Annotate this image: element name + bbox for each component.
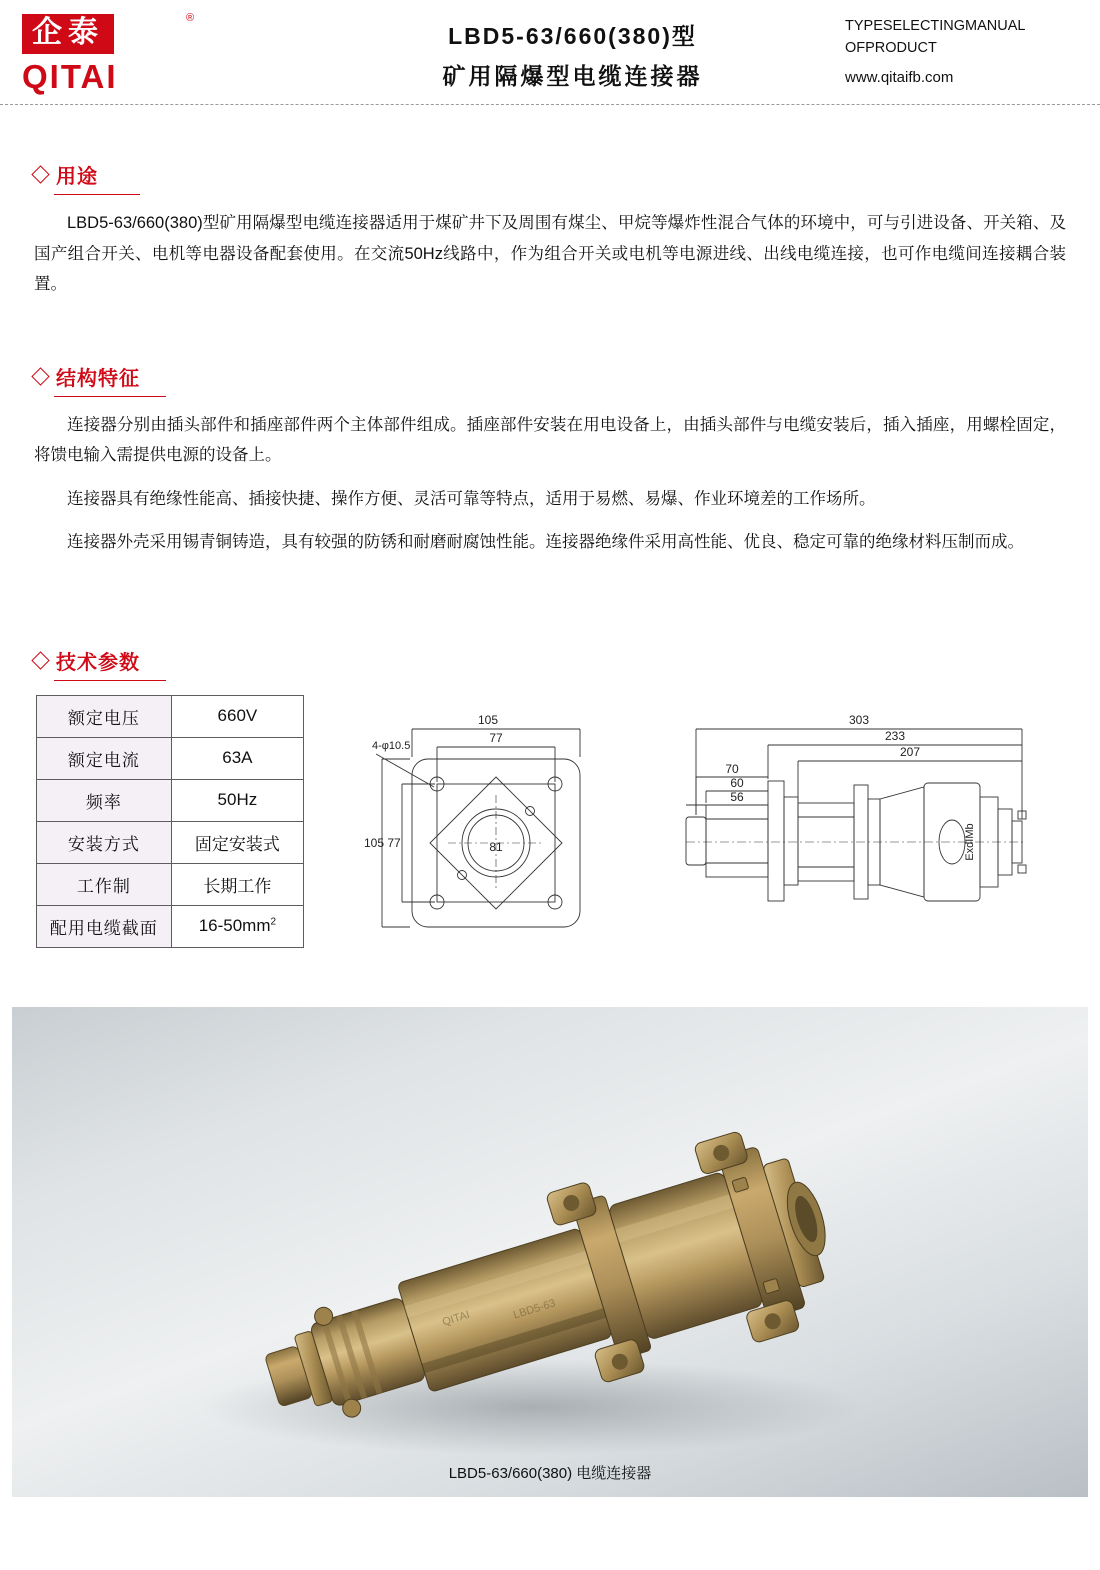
page-title-name: 矿用隔爆型电缆连接器 bbox=[442, 63, 703, 89]
dim-56: 56 bbox=[730, 789, 744, 804]
section-structure-paragraph-3: 连接器外壳采用锡青铜铸造，具有较强的防锈和耐磨耐腐蚀性能。连接器绝缘件采用高性能、优良、稳定可靠的绝缘材料压制而成。 bbox=[67, 533, 1024, 552]
spec-value-voltage: 660V bbox=[171, 695, 303, 737]
dim-81-center: 81 bbox=[489, 839, 503, 854]
section-parameters bbox=[34, 646, 1066, 989]
parameters-row bbox=[34, 695, 1066, 989]
table-row bbox=[37, 737, 304, 779]
website-link[interactable]: www.qitaifb.com bbox=[845, 68, 954, 86]
logo-latin-text: QITAI bbox=[22, 57, 118, 95]
svg-text:LBD5-63: LBD5-63 bbox=[511, 1296, 558, 1322]
manual-label-line2: OFPRODUCT bbox=[845, 39, 937, 56]
diamond-icon bbox=[31, 165, 49, 183]
table-row bbox=[37, 695, 304, 737]
brand-logo bbox=[0, 0, 300, 93]
spec-value-current: 63A bbox=[171, 737, 303, 779]
dim-233: 233 bbox=[884, 728, 906, 743]
dim-105-left: 105 bbox=[363, 835, 385, 850]
dim-77-top: 77 bbox=[489, 730, 503, 745]
page-title-model: LBD5-63/660(380)型 bbox=[448, 23, 697, 49]
dim-303: 303 bbox=[848, 712, 870, 727]
spec-label-frequency: 频率 bbox=[37, 779, 172, 821]
table-row bbox=[37, 905, 304, 947]
marking-exdimb: ExdIMb bbox=[964, 822, 976, 861]
page-header bbox=[0, 0, 1100, 104]
registered-trademark-icon: ® bbox=[186, 12, 195, 24]
section-use-heading bbox=[34, 160, 1066, 189]
spec-value-cable-section: $16-50mm^2$ bbox=[171, 905, 303, 947]
dim-207: 207 bbox=[899, 744, 921, 759]
dim-105-top: 105 bbox=[477, 712, 499, 727]
section-structure bbox=[34, 362, 1066, 558]
section-structure-underline bbox=[54, 396, 166, 397]
section-parameters-heading-text: 技术参数 bbox=[56, 651, 140, 674]
section-parameters-heading bbox=[34, 646, 1066, 675]
section-use-underline bbox=[54, 194, 140, 195]
diamond-icon bbox=[31, 367, 49, 385]
spec-value-duty: 长期工作 bbox=[171, 863, 303, 905]
spec-label-voltage: 额定电压 bbox=[37, 695, 172, 737]
spec-table bbox=[36, 695, 304, 948]
product-photo bbox=[12, 1007, 1088, 1497]
logo-chinese-mark: 企泰 bbox=[22, 14, 114, 54]
section-structure-paragraph-1: 连接器分别由插头部件和插座部件两个主体部件组成。插座部件安装在用电设备上，由插头部件与电缆安装后，插入插座，用螺栓固定，将馈电输入需提供电源的设备上。 bbox=[34, 415, 1066, 465]
spec-label-cable-section: 配用电缆截面 bbox=[37, 905, 172, 947]
header-divider bbox=[0, 104, 1100, 105]
dim-4-phi105: 4-φ10.5 bbox=[372, 739, 411, 752]
spec-value-frequency: 50Hz bbox=[171, 779, 303, 821]
spec-label-current: 额定电流 bbox=[37, 737, 172, 779]
table-row bbox=[37, 863, 304, 905]
section-structure-heading bbox=[34, 362, 1066, 391]
photo-caption: LBD5-63/660(380) 电缆连接器 bbox=[448, 1464, 652, 1482]
header-meta bbox=[845, 0, 1100, 89]
dim-70: 70 bbox=[725, 761, 739, 776]
table-row bbox=[37, 779, 304, 821]
spec-label-duty: 工作制 bbox=[37, 863, 172, 905]
connector-photo-illustration bbox=[12, 1007, 1088, 1497]
section-parameters-underline bbox=[54, 680, 166, 681]
spec-label-mounting: 安装方式 bbox=[37, 821, 172, 863]
section-structure-paragraph-2: 连接器具有绝缘性能高、插接快捷、操作方便、灵活可靠等特点，适用于易燃、易爆、作业环境差的工作场所。 bbox=[67, 489, 876, 508]
page-content bbox=[0, 160, 1100, 989]
technical-drawings bbox=[304, 695, 1066, 989]
front-flange-drawing bbox=[334, 699, 634, 989]
side-assembly-drawing bbox=[662, 699, 1052, 989]
dim-77-left: 77 bbox=[387, 835, 401, 850]
section-use-heading-text: 用途 bbox=[56, 166, 98, 188]
section-use bbox=[34, 160, 1066, 300]
section-use-paragraph: LBD5-63/660(380)型矿用隔爆型电缆连接器适用于煤矿井下及周围有煤尘、甲烷等爆炸性混合气体的环境中，可与引进设备、开关箱、及国产组合开关、电机等电器设备配套使用。在交流50Hz线路中，作为组合开关或电机等电源进线、出线电缆连接，也可作电缆间连接耦合装置。 bbox=[34, 214, 1066, 294]
diamond-icon bbox=[31, 651, 49, 669]
spec-value-mounting: 固定安装式 bbox=[171, 821, 303, 863]
table-row bbox=[37, 821, 304, 863]
svg-text:QITAI: QITAI bbox=[440, 1308, 472, 1329]
manual-label-line1: TYPESELECTINGMANUAL bbox=[845, 18, 1026, 34]
page-title bbox=[300, 0, 845, 91]
section-structure-heading-text: 结构特征 bbox=[56, 367, 140, 390]
dim-60: 60 bbox=[730, 775, 744, 790]
